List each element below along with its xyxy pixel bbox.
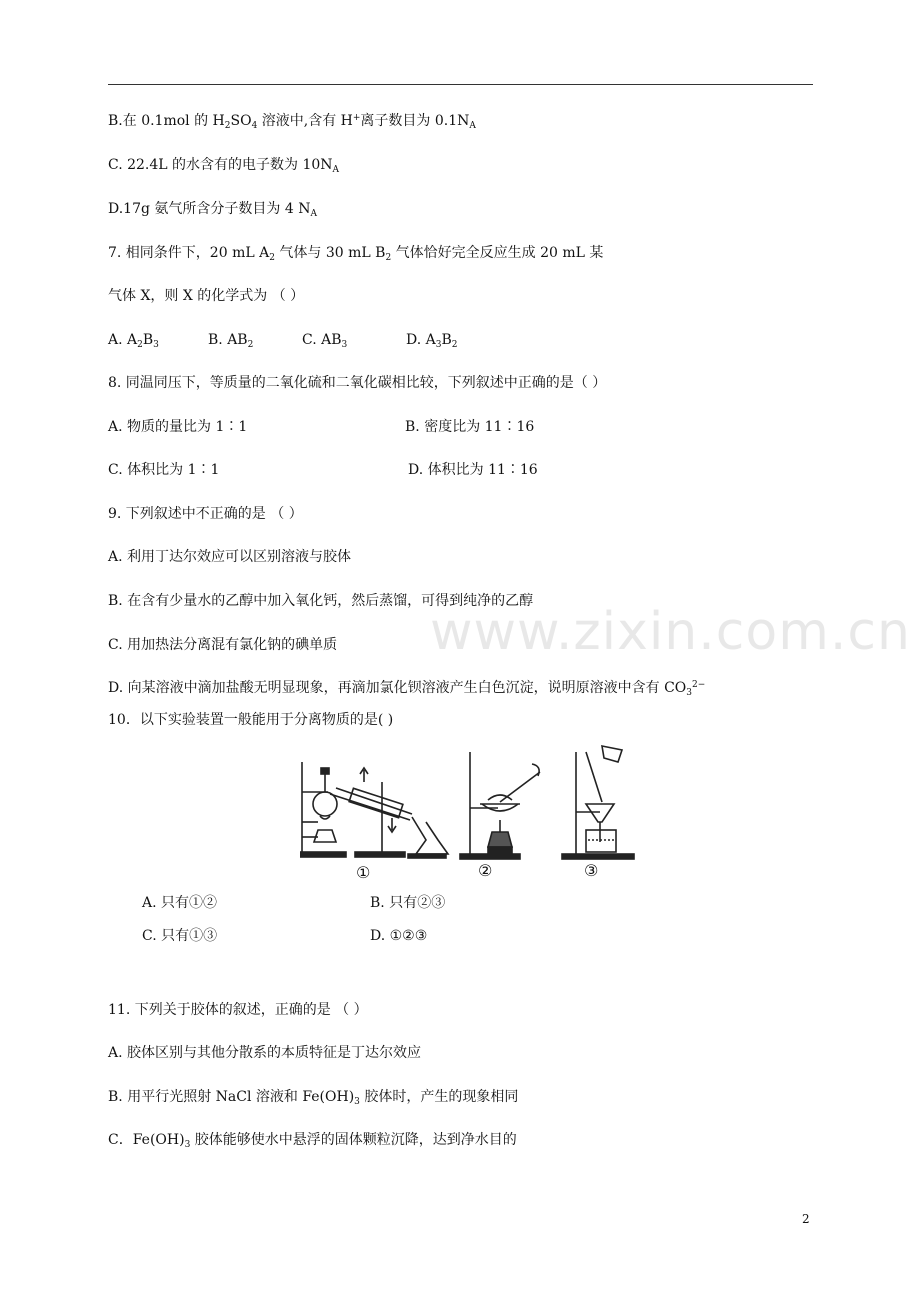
header-rule (108, 84, 813, 85)
q7-option-d: D. $A_3B_2$ (406, 332, 458, 350)
q9-option-c: C. 用加热法分离混有氯化钠的碘单质 (108, 637, 338, 653)
apparatus-label-1: ① (356, 863, 371, 882)
q10-option-d: D. ①②③ (370, 928, 428, 944)
distillation-apparatus (300, 762, 448, 858)
q11-option-a: A. 胶体区别与其他分散系的本质特征是丁达尔效应 (108, 1045, 422, 1061)
q6-option-b: B.在 0.1mol 的 $H_2SO_4$ 溶液中,含有 H+离子数目为 $0.1N_A$ (108, 113, 476, 131)
q7-stem-line2: 气体 X，则 X 的化学式为 （ ） (108, 288, 305, 304)
q11-stem: 11. 下列关于胶体的叙述，正确的是 （ ） (108, 1002, 368, 1018)
q7-option-a: A. $A_2B_3$ (108, 332, 159, 350)
q8-option-b: B. 密度比为 11∶16 (405, 419, 535, 435)
q11-option-c: C．$Fe(OH)_3$ 胶体能够使水中悬浮的固体颗粒沉降，达到净水目的 (108, 1132, 517, 1150)
q7-option-b: B. $AB_2$ (208, 332, 254, 350)
q7-option-c: C. $AB_3$ (302, 332, 348, 350)
apparatus-label-3: ③ (584, 861, 599, 880)
q10-option-c: C. 只有①③ (142, 928, 218, 944)
q7-stem-line1: 7. 相同条件下，20 mL $A_2$ 气体与 30 mL $B_2$ 气体恰好完全反应生成 20 mL 某 (108, 245, 604, 263)
q10-option-a: A. 只有①② (142, 895, 218, 911)
q9-option-d: D. 向某溶液中滴加盐酸无明显现象，再滴加氯化钡溶液产生白色沉淀，说明原溶液中含有 $CO_3^{2-}$ (108, 680, 706, 698)
q10-stem: 10．以下实验装置一般能用于分离物质的是( ) (108, 712, 394, 728)
evaporation-apparatus (460, 752, 540, 859)
q8-option-d: D. 体积比为 11∶16 (408, 462, 538, 478)
q8-stem: 8. 同温同压下，等质量的二氧化硫和二氧化碳相比较，下列叙述中正确的是（ ） (108, 375, 607, 391)
lab-apparatus-figure (300, 742, 640, 882)
q9-stem: 9. 下列叙述中不正确的是 （ ） (108, 506, 303, 522)
q8-option-c: C. 体积比为 1∶1 (108, 462, 220, 478)
q11-option-b: B. 用平行光照射 NaCl 溶液和 $Fe(OH)_3$ 胶体时，产生的现象相同 (108, 1089, 519, 1107)
q10-option-b: B. 只有②③ (370, 895, 446, 911)
q6-option-c: C. 22.4L 的水含有的电子数为 $10N_A$ (108, 157, 340, 175)
apparatus-label-2: ② (478, 861, 493, 880)
q6-option-d: D.17g 氨气所含分子数目为 4 $N_A$ (108, 201, 317, 219)
q9-option-a: A. 利用丁达尔效应可以区别溶液与胶体 (108, 549, 352, 565)
watermark: www.zixin.com.cn (430, 602, 911, 662)
q9-option-b: B. 在含有少量水的乙醇中加入氧化钙，然后蒸馏，可得到纯净的乙醇 (108, 593, 534, 609)
filtration-apparatus (562, 746, 634, 859)
q8-option-a: A. 物质的量比为 1∶1 (108, 419, 248, 435)
page-number: 2 (802, 1212, 810, 1226)
